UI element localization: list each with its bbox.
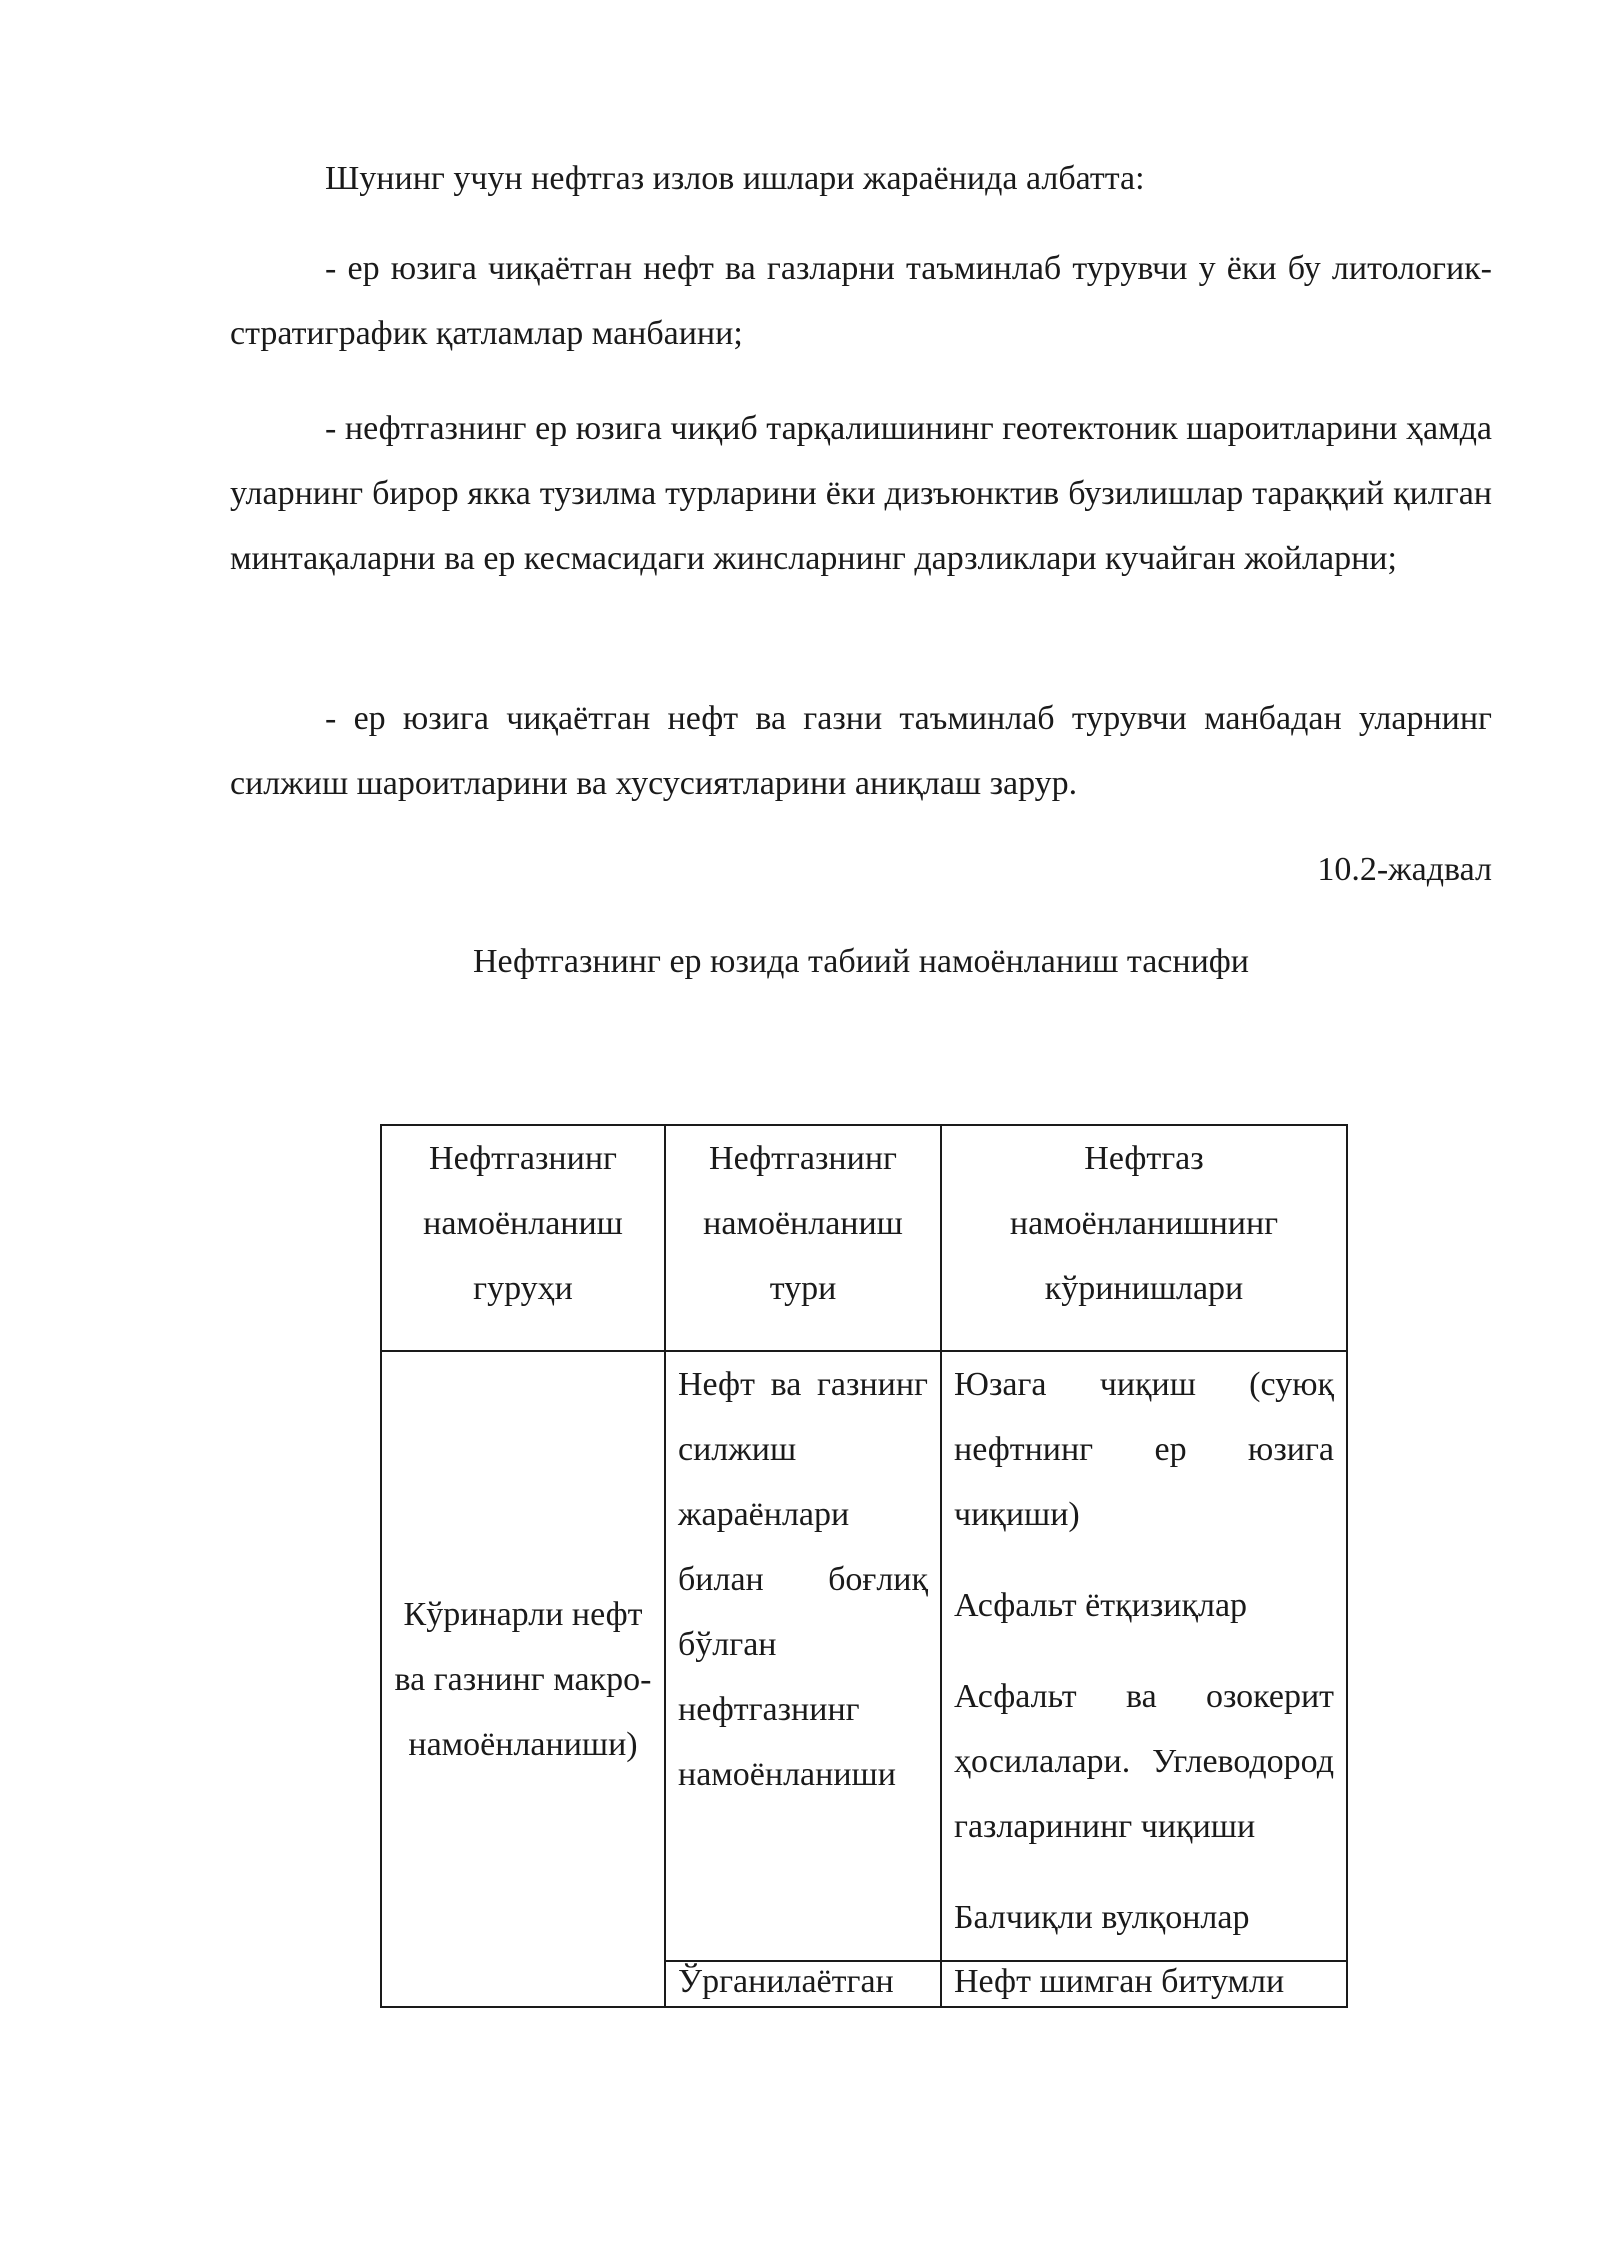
- view-item: Асфальт ва озокерит ҳосилалари. Углеводород газларининг чиқиши: [954, 1678, 1334, 1845]
- group-cell: Кўринарли нефт ва газнинг макро-намоёнланиши): [381, 1351, 665, 2007]
- views-cell: Нефт шимган битумли: [941, 1961, 1347, 2007]
- view-item: Юзага чиқиш (суюқ нефтнинг ер юзига чиқиши): [954, 1366, 1334, 1533]
- views-cell: [941, 1351, 1347, 1961]
- table-title: Нефтгазнинг ер юзида табиий намоёнланиш таснифи: [473, 943, 1249, 980]
- header-group: Нефтгазнинг намоёнланиш гуруҳи: [381, 1125, 665, 1351]
- intro-paragraph: Шунинг учун нефтгаз излов ишлари жараёнида албатта:: [325, 160, 1145, 197]
- list-item-3: - ер юзига чиқаётган нефт ва газни таъминлаб турувчи манбадан уларнинг силжиш шароитларини ва хусусиятларини аниқлаш зарур.: [230, 700, 1492, 802]
- list-item-1: - ер юзига чиқаётган нефт ва газларни таъминлаб турувчи у ёки бу литологик-стратиграфик қатламлар манбаини;: [230, 250, 1492, 352]
- header-type: Нефтгазнинг намоёнланиш тури: [665, 1125, 941, 1351]
- type-cell: Нефт ва газнинг силжиш жараёнлари билан боғлиқ бўлган нефтгазнинг намоёнланиши: [665, 1351, 941, 1961]
- list-item-2: - нефтгазнинг ер юзига чиқиб тарқалишининг геотектоник шароитларини ҳамда уларнинг бирор якка тузилма турларини ёки дизъюнктив бузилишлар тараққий қилган минтақаларни ва ер кесмасидаги жинсларнинг дарзликлари кучайган жойларни;: [230, 410, 1492, 577]
- view-item: Асфальт ётқизиқлар: [954, 1587, 1248, 1624]
- type-cell: Ўрганилаётган: [665, 1961, 941, 2007]
- view-item: Балчиқли вулқонлар: [954, 1899, 1250, 1936]
- table-header-row: [381, 1125, 1347, 1351]
- table-row: [381, 1351, 1347, 1961]
- table-number: 10.2-жадвал: [1317, 851, 1492, 888]
- classification-table: [380, 1124, 1348, 2008]
- header-views: Нефтгаз намоёнланишнинг кўринишлари: [941, 1125, 1347, 1351]
